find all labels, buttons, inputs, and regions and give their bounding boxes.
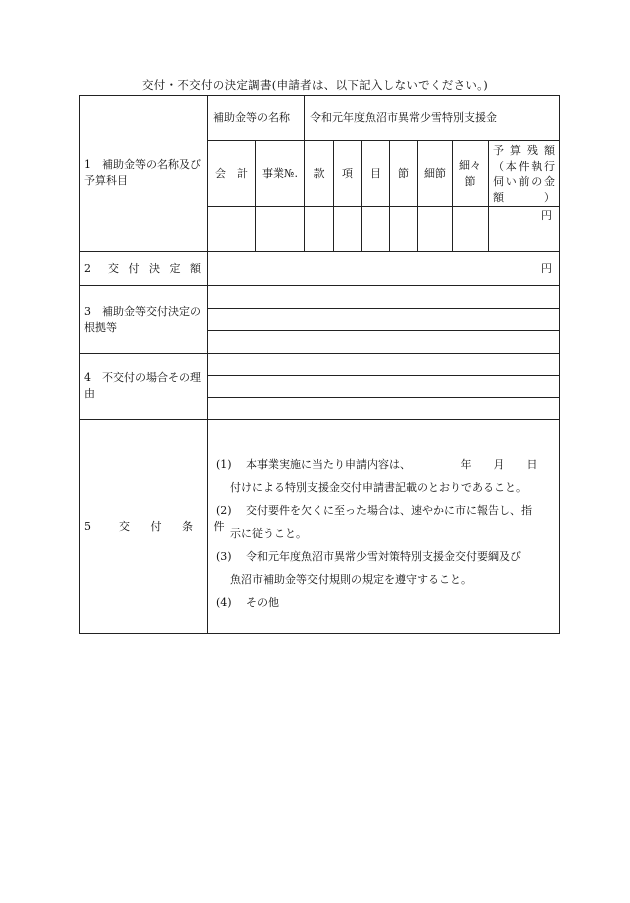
condition-item: [216, 591, 552, 614]
document-title: 交付・不交付の決定調書(申請者は、以下記入しないでください。): [141, 78, 489, 92]
condition-text: その他: [246, 596, 279, 609]
column-header-saisaisetsu: 細々節: [459, 159, 481, 188]
condition-number: (2): [216, 504, 232, 517]
condition-item: [216, 545, 552, 568]
budget-yen-unit: 円: [541, 209, 552, 222]
condition-text: 交付要件を欠くに至った場合は、速やかに市に報告し、指: [246, 504, 532, 517]
column-header-kou: 項: [342, 167, 353, 180]
condition-item: [216, 453, 552, 476]
column-header-moku: 目: [370, 167, 381, 180]
row3-label: 3 補助金等交付決定の根拠等: [84, 305, 201, 334]
decision-amount-yen: 円: [541, 262, 552, 275]
condition-text: 本事業実施に当たり申請内容は、 年 月 日: [246, 458, 538, 471]
condition-number: (4): [216, 596, 232, 609]
condition-text-continued: 付けによる特別支援金交付申請書記載のとおりであること。: [230, 481, 527, 494]
condition-number: (1): [216, 458, 232, 471]
row4-label: 4 不交付の場合その理由: [84, 371, 201, 400]
row2-label: 2 交 付 決 定 額: [84, 262, 204, 275]
column-header-account: 会 計: [215, 167, 248, 180]
row1-label: 1 補助金等の名称及び予算科目: [84, 158, 201, 187]
condition-text-continued: 示に従うこと。: [230, 527, 307, 540]
column-header-saisetsu: 細節: [424, 167, 446, 180]
column-header-project-no: 事業№.: [262, 167, 298, 180]
conditions-list: [216, 453, 552, 614]
condition-text: 令和元年度魚沼市異常少雪対策特別支援金交付要綱及び: [246, 550, 521, 563]
column-header-kan: 款: [313, 167, 325, 180]
column-header-setsu: 節: [398, 167, 409, 180]
condition-text-continued: 魚沼市補助金等交付規則の規定を遵守すること。: [230, 573, 472, 586]
condition-item: [216, 499, 552, 522]
condition-number: (3): [216, 550, 232, 563]
subsidy-name-value: 令和元年度魚沼市異常少雪特別支援金: [310, 111, 497, 124]
column-header-budget-remaining: 予算残額（本件執行伺い前の金額）: [493, 144, 555, 204]
row5-label: 5 交 付 条 件: [84, 520, 233, 533]
subsidy-name-header: 補助金等の名称: [213, 111, 290, 124]
